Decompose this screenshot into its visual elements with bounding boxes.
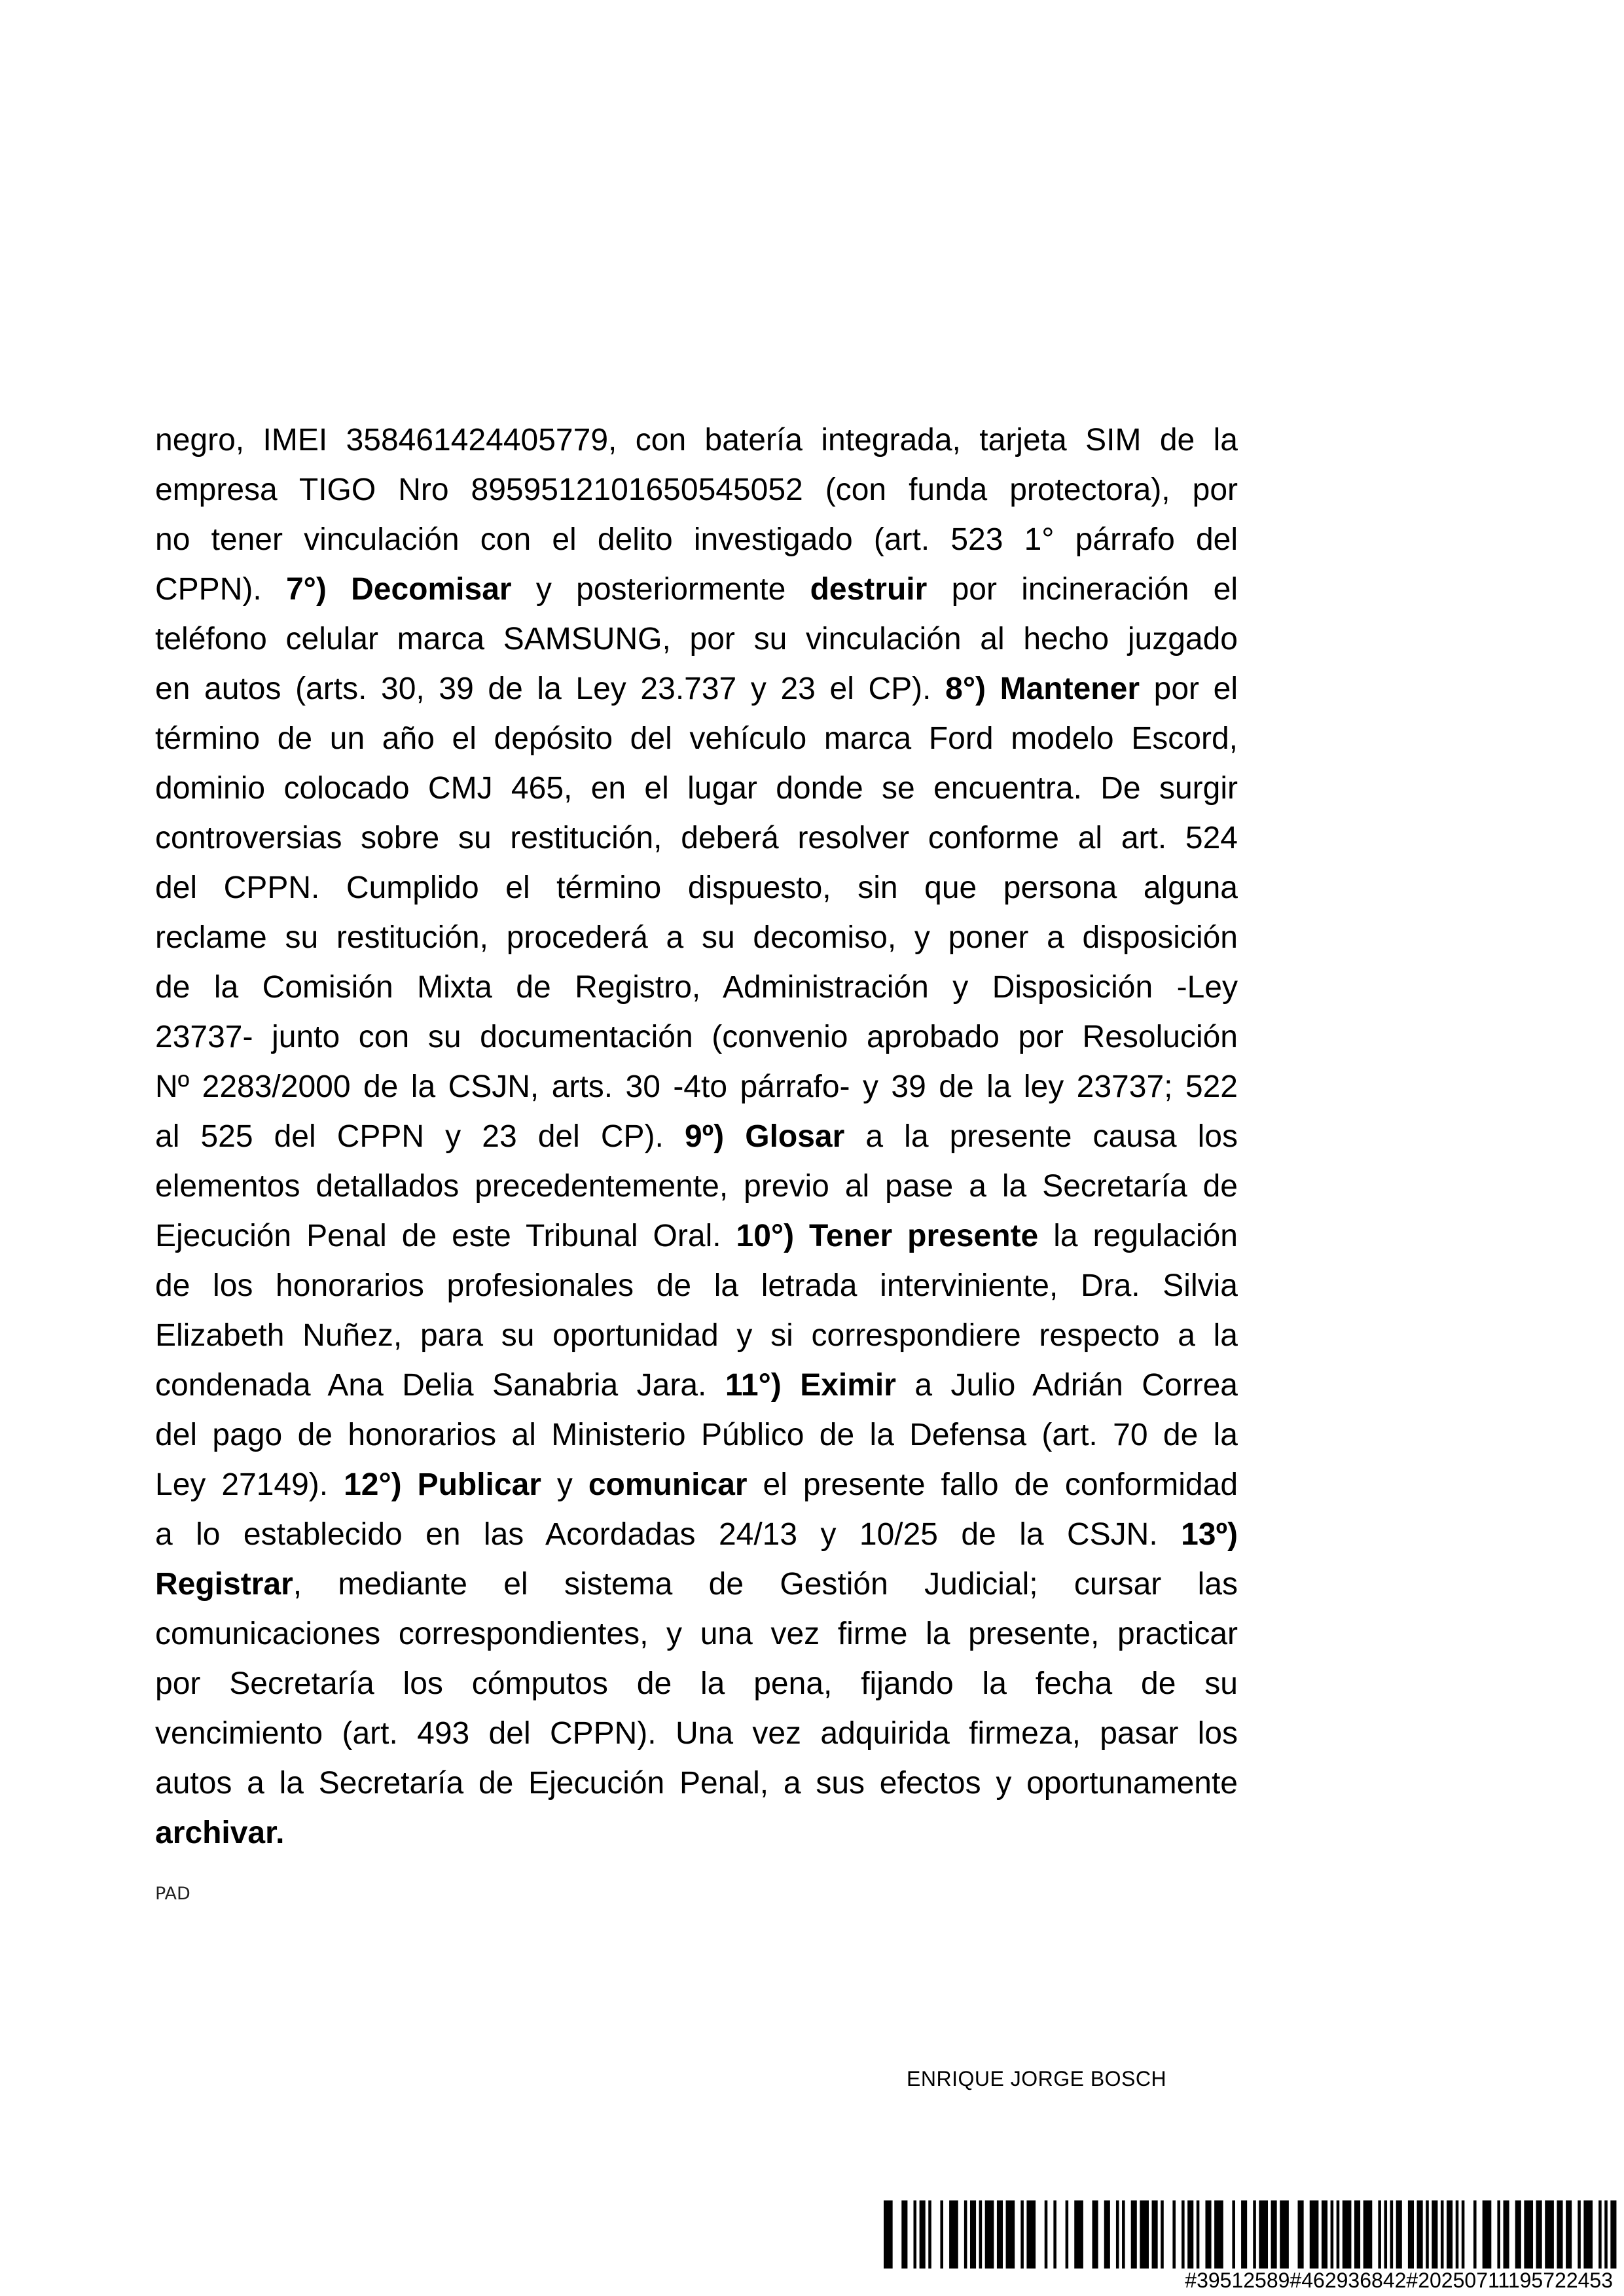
- text-line: [155, 465, 1238, 515]
- text-segment: empresa TIGO Nro 8959512101650545052 (con funda protectora), por: [155, 473, 1238, 507]
- text-line: [155, 416, 1238, 465]
- text-segment: a Julio Adrián Correa: [895, 1368, 1238, 1403]
- barcode-bar: [1483, 2200, 1492, 2269]
- text-segment: el presente fallo de conformidad: [747, 1467, 1238, 1502]
- text-segment: no tener vinculación con el delito investigado (art. 523 1° párrafo del: [155, 522, 1238, 557]
- barcode-bar: [949, 2200, 958, 2269]
- barcode-bar: [1006, 2200, 1015, 2269]
- text-segment: y: [541, 1467, 588, 1502]
- text-line: [155, 1211, 1238, 1261]
- barcode-bar: [1473, 2200, 1477, 2269]
- text-segment: teléfono celular marca SAMSUNG, por su vinculación al hecho juzgado: [155, 622, 1238, 656]
- barcode-bar: [1456, 2200, 1459, 2269]
- barcode-bar: [1140, 2200, 1149, 2269]
- text-segment: la regulación: [1038, 1219, 1238, 1253]
- barcode-bar: [1172, 2200, 1176, 2269]
- barcode-bar: [1426, 2200, 1429, 2269]
- barcode-bar: [1557, 2200, 1562, 2269]
- barcode-bar: [1432, 2200, 1437, 2269]
- barcode-bar: [1598, 2200, 1602, 2269]
- text-line: [155, 615, 1238, 664]
- text-line: [155, 1560, 1238, 1609]
- text-segment: 23737- junto con su documentación (convenio aprobado por Resolución: [155, 1020, 1238, 1054]
- barcode-bar: [979, 2200, 983, 2269]
- text-segment: dominio colocado CMJ 465, en el lugar donde se encuentra. De surgir: [155, 771, 1238, 806]
- barcode-bar: [928, 2200, 931, 2269]
- document-barcode: [884, 2200, 1619, 2292]
- barcode-bar: [1363, 2200, 1373, 2269]
- text-line: [155, 515, 1238, 565]
- text-segment: por Secretaría los cómputos de la pena, fijando la fecha de su: [155, 1666, 1238, 1701]
- text-line: [155, 863, 1238, 913]
- barcode-bar: [1074, 2200, 1083, 2269]
- text-segment: de la Comisión Mixta de Registro, Administración y Disposición -Ley: [155, 970, 1238, 1005]
- text-line: [155, 963, 1238, 1013]
- barcode-bar: [1298, 2200, 1304, 2269]
- barcode-bar: [1310, 2200, 1319, 2269]
- bold-text-segment: 13º): [1181, 1517, 1238, 1552]
- text-segment: reclame su restitución, procederá a su decomiso, y poner a disposición: [155, 920, 1238, 955]
- barcode-bar: [1566, 2200, 1572, 2269]
- text-segment: Nº 2283/2000 de la CSJN, arts. 30 -4to párrafo- y 39 de la ley 23737; 522: [155, 1069, 1238, 1104]
- barcode-number: #39512589#462936842#20250711195722453: [1185, 2269, 1613, 2292]
- bold-text-segment: comunicar: [588, 1467, 748, 1502]
- text-segment: autos a la Secretaría de Ejecución Penal, a sus efectos y oportunamente: [155, 1766, 1238, 1801]
- text-segment: por el: [1140, 672, 1238, 706]
- text-line: [155, 1510, 1238, 1560]
- bold-text-segment: 10°) Tener presente: [736, 1219, 1039, 1253]
- barcode-bar: [1610, 2200, 1616, 2269]
- text-segment: en autos (arts. 30, 39 de la Ley 23.737 y 23 el CP).: [155, 672, 946, 706]
- barcode-bar: [1092, 2200, 1098, 2269]
- barcode-bar: [1396, 2200, 1402, 2269]
- signer-name: ENRIQUE JORGE BOSCH: [907, 2067, 1167, 2090]
- barcode-bar: [1205, 2200, 1211, 2269]
- text-segment: del CPPN. Cumplido el término dispuesto, sin que persona alguna: [155, 870, 1238, 905]
- text-line: [155, 1361, 1238, 1410]
- barcode-bar: [1026, 2200, 1036, 2269]
- text-line: [155, 1311, 1238, 1361]
- barcode-bar: [1343, 2200, 1352, 2269]
- barcode-bar: [1497, 2200, 1500, 2269]
- clerk-initials: PAD: [155, 1884, 190, 1904]
- barcode-bar: [1241, 2200, 1247, 2269]
- barcode-bar: [1053, 2200, 1056, 2269]
- text-line: [155, 1609, 1238, 1659]
- text-line: [155, 1261, 1238, 1311]
- text-segment: por incineración el: [927, 572, 1238, 607]
- text-segment: elementos detallados precedentemente, previo al pase a la Secretaría de: [155, 1169, 1238, 1204]
- text-line: [155, 1062, 1238, 1112]
- bold-text-segment: 12°) Publicar: [344, 1467, 541, 1502]
- barcode-bar: [1161, 2200, 1164, 2269]
- text-segment: condenada Ana Delia Sanabria Jara.: [155, 1368, 725, 1403]
- text-line: [155, 1759, 1238, 1808]
- barcode-bar: [914, 2200, 917, 2269]
- text-segment: negro, IMEI 358461424405779, con batería integrada, tarjeta SIM de la: [155, 423, 1238, 457]
- text-segment: a lo establecido en las Acordadas 24/13 y 10/25 de la CSJN.: [155, 1517, 1182, 1552]
- text-segment: vencimiento (art. 493 del CPPN). Una vez adquirida firmeza, pasar los: [155, 1716, 1238, 1751]
- text-line: [155, 1659, 1238, 1709]
- barcode-bar: [940, 2200, 943, 2269]
- bold-text-segment: archivar.: [155, 1816, 285, 1850]
- barcode-bar: [1331, 2200, 1334, 2269]
- barcode-bar: [1504, 2200, 1509, 2269]
- barcode-bar: [997, 2200, 1003, 2269]
- barcode-bar: [985, 2200, 994, 2269]
- barcode-bar: [1354, 2200, 1360, 2269]
- text-segment: comunicaciones correspondientes, y una vez firme la presente, practicar: [155, 1617, 1238, 1651]
- text-line: [155, 1808, 1238, 1858]
- text-line: [155, 814, 1238, 863]
- barcode-image: [884, 2200, 1619, 2269]
- bold-text-segment: 11°) Eximir: [725, 1368, 896, 1403]
- bold-text-segment: 8°) Mantener: [945, 672, 1140, 706]
- text-segment: Ejecución Penal de este Tribunal Oral.: [155, 1219, 736, 1253]
- text-line: [155, 1112, 1238, 1162]
- barcode-bar: [1447, 2200, 1453, 2269]
- barcode-bar: [1322, 2200, 1327, 2269]
- barcode-bar: [1271, 2200, 1277, 2269]
- barcode-bar: [1441, 2200, 1444, 2269]
- bold-text-segment: 7°) Decomisar: [285, 572, 512, 607]
- barcode-bar: [1378, 2200, 1381, 2269]
- text-segment: Ley 27149).: [155, 1467, 344, 1502]
- barcode-bar: [1122, 2200, 1125, 2269]
- barcode-bar: [1583, 2200, 1593, 2269]
- barcode-bar: [901, 2200, 907, 2269]
- barcode-bar: [1182, 2200, 1185, 2269]
- barcode-bar: [1214, 2200, 1223, 2269]
- barcode-bar: [970, 2200, 976, 2269]
- text-segment: a la presente causa los: [844, 1119, 1238, 1154]
- barcode-bar: [1280, 2200, 1289, 2269]
- bold-text-segment: destruir: [810, 572, 928, 607]
- barcode-bar: [1253, 2200, 1256, 2269]
- text-line: [155, 714, 1238, 764]
- barcode-bar: [1545, 2200, 1554, 2269]
- barcode-bar: [1337, 2200, 1340, 2269]
- barcode-bar: [1232, 2200, 1235, 2269]
- barcode-bar: [1384, 2200, 1388, 2269]
- text-segment: CPPN).: [155, 572, 286, 607]
- text-line: [155, 1460, 1238, 1510]
- barcode-bar: [1131, 2200, 1137, 2269]
- text-segment: de los honorarios profesionales de la letrada interviniente, Dra. Silvia: [155, 1268, 1238, 1303]
- barcode-bar: [1020, 2200, 1024, 2269]
- text-line: [155, 913, 1238, 963]
- text-segment: , mediante el sistema de Gestión Judicial; cursar las: [293, 1567, 1238, 1602]
- barcode-bar: [1066, 2200, 1069, 2269]
- barcode-bar: [1408, 2200, 1414, 2269]
- barcode-bar: [1197, 2200, 1200, 2269]
- text-line: [155, 764, 1238, 814]
- barcode-bar: [1045, 2200, 1048, 2269]
- barcode-bar: [1536, 2200, 1542, 2269]
- barcode-bar: [1116, 2200, 1119, 2269]
- bold-text-segment: Registrar: [155, 1567, 293, 1602]
- text-segment: del pago de honorarios al Ministerio Público de la Defensa (art. 70 de la: [155, 1418, 1238, 1452]
- text-segment: término de un año el depósito del vehículo marca Ford modelo Escord,: [155, 721, 1238, 756]
- barcode-bar: [1515, 2200, 1521, 2269]
- barcode-bar: [920, 2200, 926, 2269]
- barcode-bar: [884, 2200, 893, 2269]
- barcode-bar: [1578, 2200, 1581, 2269]
- text-segment: al 525 del CPPN y 23 del CP).: [155, 1119, 685, 1154]
- barcode-bar: [1187, 2200, 1193, 2269]
- barcode-bar: [964, 2200, 967, 2269]
- text-line: [155, 1410, 1238, 1460]
- barcode-bar: [1104, 2200, 1110, 2269]
- text-line: [155, 1162, 1238, 1211]
- text-line: [155, 1709, 1238, 1759]
- barcode-bar: [1390, 2200, 1394, 2269]
- barcode-bar: [1604, 2200, 1608, 2269]
- resolution-body-text: [155, 416, 1238, 1858]
- barcode-bar: [1152, 2200, 1158, 2269]
- text-segment: Elizabeth Nuñez, para su oportunidad y si correspondiere respecto a la: [155, 1318, 1238, 1353]
- text-segment: controversias sobre su restitución, deberá resolver conforme al art. 524: [155, 821, 1238, 855]
- text-line: [155, 565, 1238, 615]
- text-line: [155, 1013, 1238, 1062]
- barcode-bar: [1524, 2200, 1533, 2269]
- barcode-bar: [1259, 2200, 1268, 2269]
- text-segment: y posteriormente: [511, 572, 810, 607]
- barcode-bar: [1462, 2200, 1465, 2269]
- text-line: [155, 664, 1238, 714]
- barcode-bar: [1417, 2200, 1423, 2269]
- bold-text-segment: 9º) Glosar: [684, 1119, 845, 1154]
